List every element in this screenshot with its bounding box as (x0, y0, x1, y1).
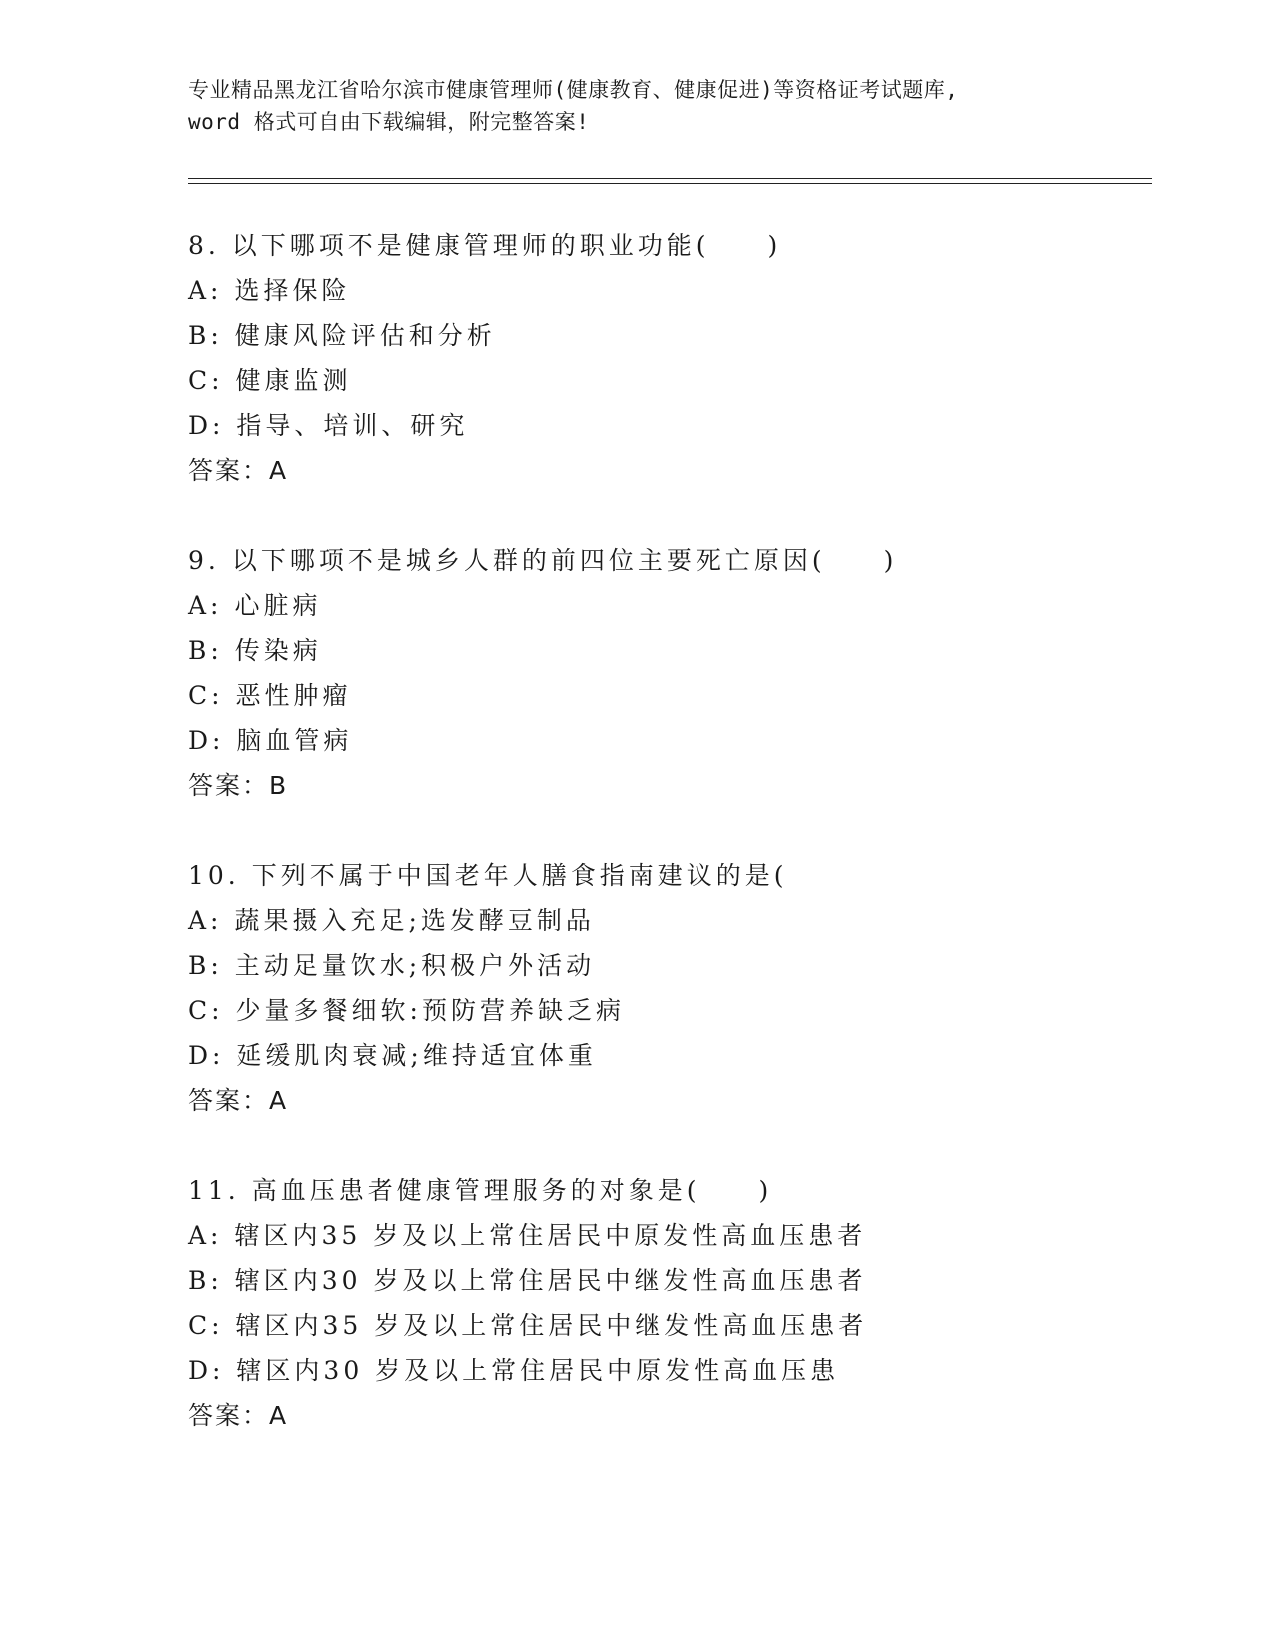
question-text: 下列不属于中国老年人膳食指南建议的是( (251, 861, 788, 890)
option-c (188, 1303, 1148, 1348)
question-number: 9. (188, 546, 220, 575)
header-line-2: word 格式可自由下载编辑，附完整答案! (188, 110, 590, 134)
option-letter: D: (188, 726, 225, 755)
option-text: 恶性肿瘤 (235, 681, 352, 710)
option-letter: B: (188, 951, 223, 980)
option-a (188, 583, 1148, 628)
option-letter: D: (188, 1041, 225, 1070)
question-stem (188, 223, 1148, 268)
option-text: 选择保险 (234, 276, 351, 305)
option-text: 健康监测 (235, 366, 352, 395)
option-letter: D: (188, 411, 225, 440)
header-line-1: 专业精品黑龙江省哈尔滨市健康管理师(健康教育、健康促进)等资格证考试题库, (188, 78, 959, 102)
question-text: 高血压患者健康管理服务的对象是( ) (251, 1176, 773, 1205)
option-text: 指导、培训、研究 (236, 411, 469, 440)
option-text: 传染病 (234, 636, 322, 665)
option-d (188, 718, 1148, 763)
option-letter: C: (188, 1311, 224, 1340)
option-b (188, 628, 1148, 673)
option-a (188, 268, 1148, 313)
option-d (188, 1348, 1148, 1393)
option-d (188, 1033, 1148, 1078)
option-text: 蔬果摄入充足;选发酵豆制品 (234, 906, 595, 935)
question-8 (188, 223, 1148, 493)
option-letter: C: (188, 996, 224, 1025)
option-letter: A: (188, 906, 223, 935)
answer-line: 答案：A (188, 1086, 289, 1115)
option-b (188, 943, 1148, 988)
option-text: 辖区内35 岁及以上常住居民中原发性高血压患者 (234, 1221, 867, 1250)
option-text: 少量多餐细软:预防营养缺乏病 (235, 996, 625, 1025)
document-header (188, 74, 1088, 138)
question-text: 以下哪项不是城乡人群的前四位主要死亡原因( ) (231, 546, 898, 575)
option-letter: B: (188, 636, 223, 665)
question-text: 以下哪项不是健康管理师的职业功能( ) (219, 231, 782, 260)
option-c (188, 673, 1148, 718)
option-c (188, 358, 1148, 403)
option-b (188, 313, 1148, 358)
option-letter: D: (188, 1356, 225, 1385)
answer-line: 答案：A (188, 456, 289, 485)
question-stem (188, 538, 1148, 583)
option-letter: B: (188, 1266, 223, 1295)
question-number: 10. (188, 861, 240, 890)
answer-line: 答案：A (188, 1401, 289, 1430)
option-a (188, 898, 1148, 943)
question-number: 8. (188, 231, 220, 260)
question-9 (188, 538, 1148, 808)
header-divider-bottom (188, 183, 1152, 184)
option-letter: A: (188, 276, 223, 305)
option-text: 主动足量饮水;积极户外活动 (234, 951, 596, 980)
option-letter: B: (188, 321, 223, 350)
option-d (188, 403, 1148, 448)
header-divider-top (188, 178, 1152, 179)
question-number: 11. (188, 1176, 240, 1205)
question-stem (188, 853, 1148, 898)
option-c (188, 988, 1148, 1033)
option-text: 心脏病 (234, 591, 322, 620)
question-10 (188, 853, 1148, 1123)
question-11 (188, 1168, 1148, 1438)
option-text: 脑血管病 (236, 726, 353, 755)
option-text: 健康风险评估和分析 (234, 321, 496, 350)
option-letter: C: (188, 681, 224, 710)
option-text: 辖区内30 岁及以上常住居民中原发性高血压患 (236, 1356, 840, 1385)
option-text: 辖区内30 岁及以上常住居民中继发性高血压患者 (234, 1266, 867, 1295)
option-text: 延缓肌肉衰减;维持适宜体重 (236, 1041, 597, 1070)
answer-line: 答案：B (188, 771, 289, 800)
option-letter: A: (188, 591, 223, 620)
option-b (188, 1258, 1148, 1303)
question-stem (188, 1168, 1148, 1213)
option-letter: A: (188, 1221, 223, 1250)
option-text: 辖区内35 岁及以上常住居民中继发性高血压患者 (235, 1311, 868, 1340)
option-a (188, 1213, 1148, 1258)
option-letter: C: (188, 366, 224, 395)
